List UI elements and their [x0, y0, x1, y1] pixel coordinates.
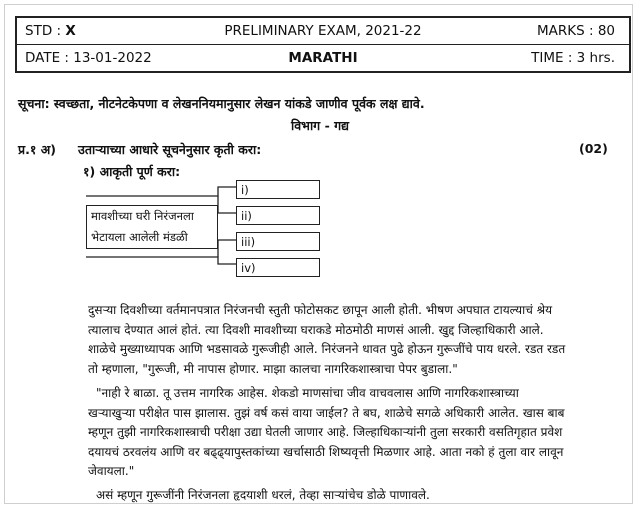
subject-title: MARATHI [288, 50, 358, 66]
passage-paragraph-3 [88, 486, 628, 506]
std-value: X [65, 23, 76, 39]
diagram-center-box [86, 205, 218, 249]
question-text: उताऱ्याच्या आधारे सूचनेनुसार कृती करा: [78, 142, 262, 157]
passage-line: जेवायला." [88, 464, 135, 478]
blank-label-3: iii) [241, 235, 256, 249]
connector-i [86, 187, 236, 196]
center-line-1: मावशीच्या घरी निरंजनला [91, 209, 194, 223]
passage-line: त्यालाच देण्यात आलं होतं. त्या दिवशी मावशीच्या घराकडे मोठमोठी माणसं आली. खुद्द जिल्हाधिकारी आले. [88, 322, 544, 337]
passage-line: तो म्हणाला, "गुरूजी, मी नापास होणार. माझा कालचा नागरिकशास्त्राचा पेपर बुडाला." [88, 361, 458, 376]
passage-line: खऱ्याखुऱ्या परीक्षेत पास झालास. तुझं वर्ष कसं वाया जाईल? ते बघ, शाळेचे सगळे अधिकारी आलेत. खास बाब [88, 405, 565, 420]
passage-paragraph-2 [88, 384, 628, 482]
date-field: DATE : 13-01-2022 [25, 50, 152, 66]
note-label: सूचना: [18, 96, 50, 111]
passage-line: दुसऱ्या दिवशीच्या वर्तमानपत्रात निरंजनची स्तुती फोटोसकट छापून आली होती. भीषण अपघात टायल्याचं श्रेय [88, 303, 553, 317]
connector-ii [218, 196, 236, 213]
connector-iv [86, 257, 236, 264]
passage-paragraph-1 [88, 301, 628, 379]
blank-label-2: ii) [241, 209, 252, 223]
blank-box-2[interactable] [236, 206, 320, 225]
blank-box-1[interactable] [236, 180, 320, 199]
passage-line: दयायचं ठरवलंय आणि वर बढ्ढ्यापुस्तकांच्या खर्चासाठी शिष्यवृत्ती मिळणार आहे. आता नको हं तुला वार लावून [88, 444, 564, 459]
passage-line: शाळेचे मुख्याध्यापक आणि भडसावळे गुरूजीही आले. निरंजनने धावत पुढे होऊन गुरूजींचे पाय धरले. रडत रडत [88, 342, 566, 356]
passage-line: "नाही रे बाळा. तू उत्तम नागरिक आहेस. शेकडो माणसांचा जीव वाचवलास आणि नागरिकशास्त्राच्या [96, 386, 519, 400]
question-number: प्र.१ अ) [18, 142, 56, 157]
blank-box-4[interactable] [236, 258, 320, 277]
connector-iii [218, 240, 236, 257]
blank-label-1: i) [241, 183, 249, 197]
section-title: विभाग - गद्य [290, 118, 350, 133]
passage-line: असं म्हणून गुरूजींनी निरंजनला हृदयाशी धरलं, तेव्हा साऱ्यांचेच डोळे पाणावले. [96, 488, 430, 502]
blank-label-4: iv) [241, 261, 256, 275]
blank-box-3[interactable] [236, 232, 320, 251]
exam-title: PRELIMINARY EXAM, 2021-22 [224, 23, 422, 39]
note-text: स्वच्छता, नीटनेटकेपणा व लेखननियमानुसार लेखन यांकडे जाणीव पूर्वक लक्ष द्यावे. [53, 96, 425, 111]
center-line-2: भेटायला आलेली मंडळी [91, 230, 188, 244]
time-field: TIME : 3 hrs. [531, 50, 615, 66]
passage-line: म्हणून तुझी नागरिकशास्त्राची परीक्षा उद्या घेतली जाणार आहे. जिल्हाधिकाऱ्यांनी तुला सरकारी वसतिगृहात प्रवेश [88, 425, 563, 439]
marks-field: MARKS : 80 [537, 23, 615, 39]
std-label: STD : [25, 23, 66, 39]
sub-question: १) आकृती पूर्ण करा: [83, 164, 181, 179]
question-marks: (02) [579, 141, 608, 156]
